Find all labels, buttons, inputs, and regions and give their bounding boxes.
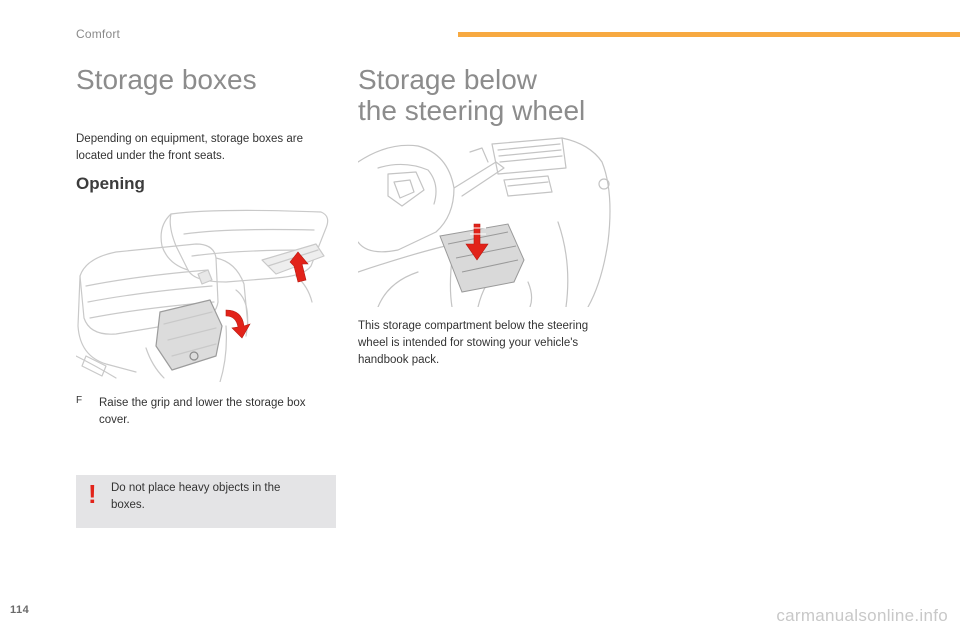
exclamation-icon: ! xyxy=(88,479,97,509)
bullet-marker: F xyxy=(76,395,83,406)
storage-boxes-title: Storage boxes xyxy=(76,64,257,95)
page-number: 114 xyxy=(10,604,30,616)
warning-text: Do not place heavy objects in the boxes. xyxy=(111,482,281,511)
storage-steering-title-line2: the steering wheel xyxy=(358,95,586,126)
header-accent-bar xyxy=(458,32,960,37)
seat-storage-box-illustration-svg xyxy=(76,206,336,382)
section-label: Comfort xyxy=(76,27,121,41)
seat-storage-box-illustration xyxy=(76,206,336,382)
warning-box xyxy=(76,475,336,528)
watermark: carmanualsonline.info xyxy=(776,606,948,625)
storage-boxes-intro: Depending on equipment, storage boxes are located under the front seats. xyxy=(76,133,303,162)
opening-subheading: Opening xyxy=(76,174,145,193)
instruction-text: Raise the grip and lower the storage box cover. xyxy=(99,397,306,426)
steering-wheel-storage-illustration-svg xyxy=(358,132,619,307)
storage-steering-title-line1: Storage below xyxy=(358,64,538,95)
steering-wheel-storage-illustration xyxy=(358,132,619,307)
storage-steering-title xyxy=(358,64,585,126)
storage-steering-text: This storage compartment below the steering wheel is intended for stowing your vehicle's handbook pack. xyxy=(358,320,589,366)
